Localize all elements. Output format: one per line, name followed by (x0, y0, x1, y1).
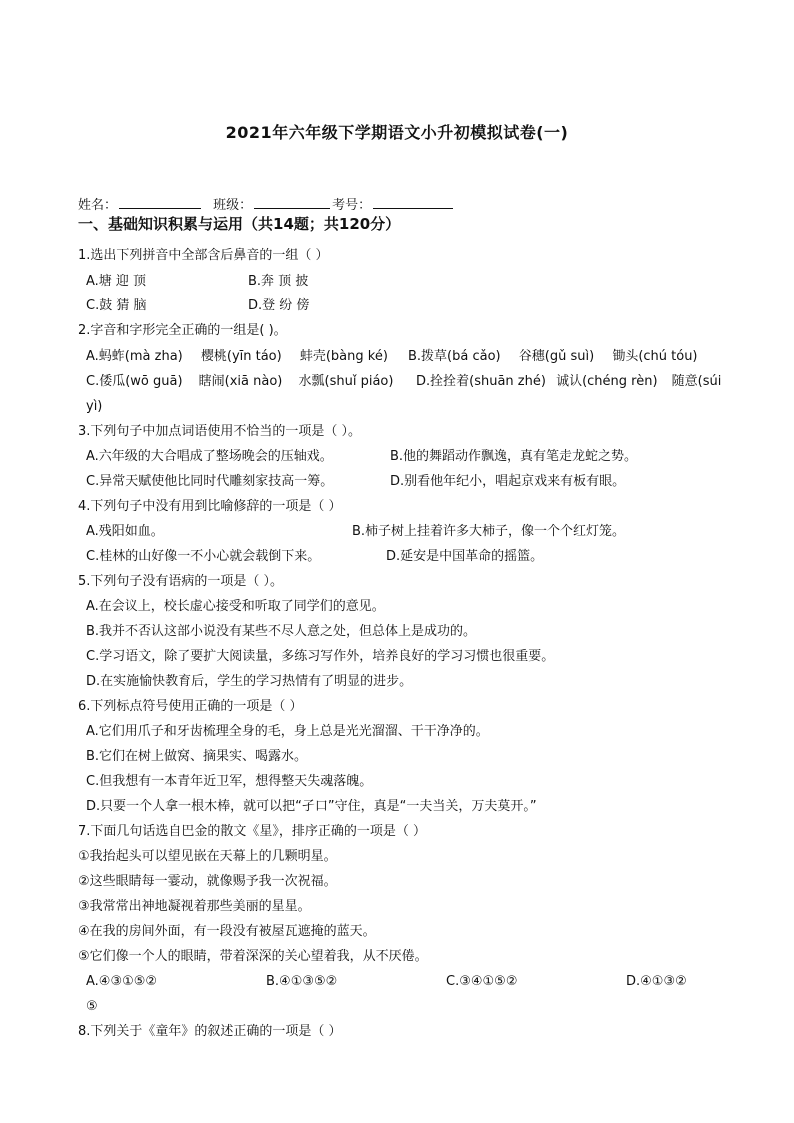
name-label: 姓名： (78, 198, 118, 213)
q3-stem: 3.下列句子中加点词语使用不恰当的一项是（ ）。 (78, 424, 362, 439)
q6-option-d[interactable]: D.只要一个人拿一根木棒，就可以把“孑口”守住，真是“一夫当关，万夫莫开。” (86, 799, 537, 814)
q7-option-d-continued: ⑤ (86, 999, 98, 1014)
q2-d-word1: D.拴拴着(shuān zhé) (416, 374, 546, 389)
q5-stem: 5.下列句子没有语病的一项是（ ）。 (78, 574, 284, 589)
q4-stem: 4.下列句子中没有用到比喻修辞的一项是（ ） (78, 499, 342, 514)
name-blank[interactable] (119, 194, 201, 209)
q7-option-b[interactable]: B.④①③⑤② (266, 974, 338, 989)
q6-option-b[interactable]: B.它们在树上做窝、摘果实、喝露水。 (86, 749, 308, 764)
q7-sentence-5: ⑤它们像一个人的眼睛，带着深深的关心望着我，从不厌倦。 (78, 949, 428, 964)
q2-b-word2: 谷穗(gǔ suì) (518, 349, 595, 364)
exam-title: 2021年六年级下学期语文小升初模拟试卷(一) (225, 123, 569, 142)
exam-no-label: 考号： (332, 198, 372, 213)
q5-option-b[interactable]: B.我并不否认这部小说没有某些不尽人意之处，但总体上是成功的。 (86, 624, 477, 639)
section-heading: 一、基础知识积累与运用（共14题；共120分） (78, 215, 401, 233)
q7-sentence-4: ④在我的房间外面，有一段没有被屋瓦遮掩的蓝天。 (78, 924, 376, 939)
q4-option-b[interactable]: B.柿子树上挂着许多大柿子，像一个个红灯笼。 (352, 524, 626, 539)
q2-option-b[interactable] (408, 349, 698, 365)
q7-sentence-1: ①我抬起头可以望见嵌在天幕上的几颗明星。 (78, 849, 337, 864)
q4-option-a[interactable]: A.残阳如血。 (86, 524, 164, 539)
q7-option-d[interactable]: D.④①③② (626, 974, 687, 989)
q2-stem: 2.字音和字形完全正确的一组是( )。 (78, 323, 287, 338)
q7-stem: 7.下面几句话选自巴金的散文《星》，排序正确的一项是（ ） (78, 824, 427, 839)
q2-option-d-continued: yì) (86, 399, 103, 414)
student-info-row (78, 194, 455, 214)
q4-option-c[interactable]: C.桂林的山好像一不小心就会载倒下来。 (86, 549, 321, 564)
q2-b-word1: B.拨草(bá cǎo) (408, 349, 501, 364)
q2-c-word3: 水瓢(shuǐ piáo) (298, 374, 394, 389)
q2-d-word3: 随意(súi (671, 374, 722, 389)
q5-option-c[interactable]: C.学习语文，除了要扩大阅读量，多练习写作外，培养良好的学习习惯也很重要。 (86, 649, 555, 664)
q7-sentence-2: ②这些眼睛每一霎动，就像赐予我一次祝福。 (78, 874, 337, 889)
q3-option-a[interactable]: A.六年级的大合唱成了整场晚会的压轴戏。 (86, 449, 333, 464)
q6-option-a[interactable]: A.它们用爪子和牙齿梳理全身的毛，身上总是光光溜溜、干干净净的。 (86, 724, 489, 739)
q3-option-d[interactable]: D.别看他年纪小，唱起京戏来有板有眼。 (390, 474, 626, 489)
q1-stem: 1.选出下列拼音中全部含后鼻音的一组（ ） (78, 248, 329, 263)
class-blank[interactable] (254, 194, 330, 209)
q2-option-c[interactable] (86, 374, 393, 390)
q2-d-word2: 诚认(chéng rèn) (556, 374, 658, 389)
q2-option-d[interactable] (416, 374, 721, 390)
q8-stem: 8.下列关于《童年》的叙述正确的一项是（ ） (78, 1024, 342, 1039)
exam-no-blank[interactable] (373, 194, 453, 209)
q2-b-word3: 锄头(chú tóu) (612, 349, 698, 364)
q7-option-a[interactable]: A.④③①⑤② (86, 974, 158, 989)
q1-option-d[interactable]: D.登 纷 傍 (248, 298, 310, 313)
q6-option-c[interactable]: C.但我想有一本青年近卫军，想得整天失魂落魄。 (86, 774, 373, 789)
class-label: 班级： (213, 198, 253, 213)
q7-sentence-3: ③我常常出神地凝视着那些美丽的星星。 (78, 899, 311, 914)
q2-option-a[interactable] (86, 349, 388, 365)
q1-option-a[interactable]: A.塘 迎 顶 (86, 274, 147, 289)
q6-stem: 6.下列标点符号使用正确的一项是（ ） (78, 699, 303, 714)
q2-c-word2: 瞎闹(xiā nào) (198, 374, 283, 389)
q5-option-d[interactable]: D.在实施愉快教育后，学生的学习热情有了明显的进步。 (86, 674, 413, 689)
q1-option-b[interactable]: B.奔 顶 披 (248, 274, 309, 289)
q1-option-c[interactable]: C.鼓 猜 脑 (86, 298, 147, 313)
q2-a-word1: A.蚂蚱(mà zha) (86, 349, 183, 364)
q2-c-word1: C.倭瓜(wō guā) (86, 374, 183, 389)
q2-a-word3: 蚌壳(bàng ké) (299, 349, 388, 364)
q5-option-a[interactable]: A.在会议上，校长虚心接受和听取了同学们的意见。 (86, 599, 385, 614)
q3-option-c[interactable]: C.异常天赋使他比同时代雕刻家技高一筹。 (86, 474, 334, 489)
q2-a-word2: 樱桃(yīn táo) (200, 349, 282, 364)
q7-option-c[interactable]: C.③④①⑤② (446, 974, 518, 989)
q4-option-d[interactable]: D.延安是中国革命的摇篮。 (386, 549, 544, 564)
q3-option-b[interactable]: B.他的舞蹈动作飘逸，真有笔走龙蛇之势。 (390, 449, 638, 464)
